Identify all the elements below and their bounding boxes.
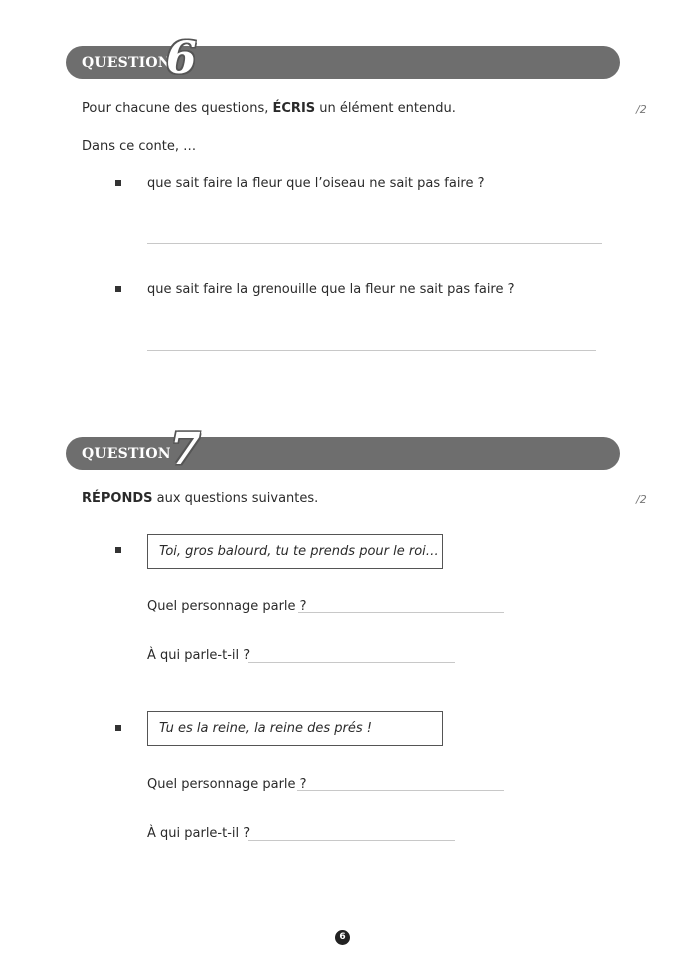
q7-1-to-whom: À qui parle-t-il ?: [147, 648, 251, 663]
quote-text-1: Toi, gros balourd, tu te prends pour le roi…: [159, 544, 439, 559]
question-6-item-2: que sait faire la grenouille que la fleur ne sait pas faire ?: [147, 282, 515, 297]
instruction-bold-verb: ÉCRIS: [272, 101, 316, 116]
bullet: [115, 180, 121, 186]
answer-line-7-1-b[interactable]: [248, 662, 455, 663]
question-6-instruction: Pour chacune des questions, ÉCRIS un élément entendu.: [82, 101, 456, 116]
question-6-context: Dans ce conte, …: [82, 139, 197, 154]
question-7-score: /2: [636, 493, 647, 506]
question-6-item-1: que sait faire la fleur que l’oiseau ne sait pas faire ?: [147, 176, 485, 191]
quote-box-1: [147, 534, 443, 569]
answer-line-7-2-a[interactable]: [297, 790, 504, 791]
q7-2-to-whom: À qui parle-t-il ?: [147, 826, 251, 841]
instruction-bold-verb: RÉPONDS: [82, 491, 153, 506]
question-7-instruction: RÉPONDS aux questions suivantes.: [82, 491, 319, 506]
answer-line-6-2[interactable]: [147, 350, 596, 351]
answer-line-7-1-a[interactable]: [298, 612, 504, 613]
question-7-label: QUESTION: [82, 446, 171, 462]
answer-line-7-2-b[interactable]: [248, 840, 455, 841]
question-7-banner: [66, 424, 620, 475]
bullet: [115, 286, 121, 292]
question-6-banner: [66, 33, 620, 84]
question-6-score: /2: [636, 103, 647, 116]
q7-1-who-speaks: Quel personnage parle ?: [147, 599, 307, 614]
bullet: [115, 725, 121, 731]
answer-line-6-1[interactable]: [147, 243, 602, 244]
quote-text-2: Tu es la reine, la reine des prés !: [159, 721, 372, 736]
question-6-label: QUESTION: [82, 55, 171, 71]
question-6-number: 6: [166, 33, 197, 84]
question-7-number: 7: [170, 424, 201, 475]
q7-2-who-speaks: Quel personnage parle ?: [147, 777, 307, 792]
page-number: 6: [335, 930, 350, 945]
bullet: [115, 547, 121, 553]
quote-box-2: [147, 711, 443, 746]
